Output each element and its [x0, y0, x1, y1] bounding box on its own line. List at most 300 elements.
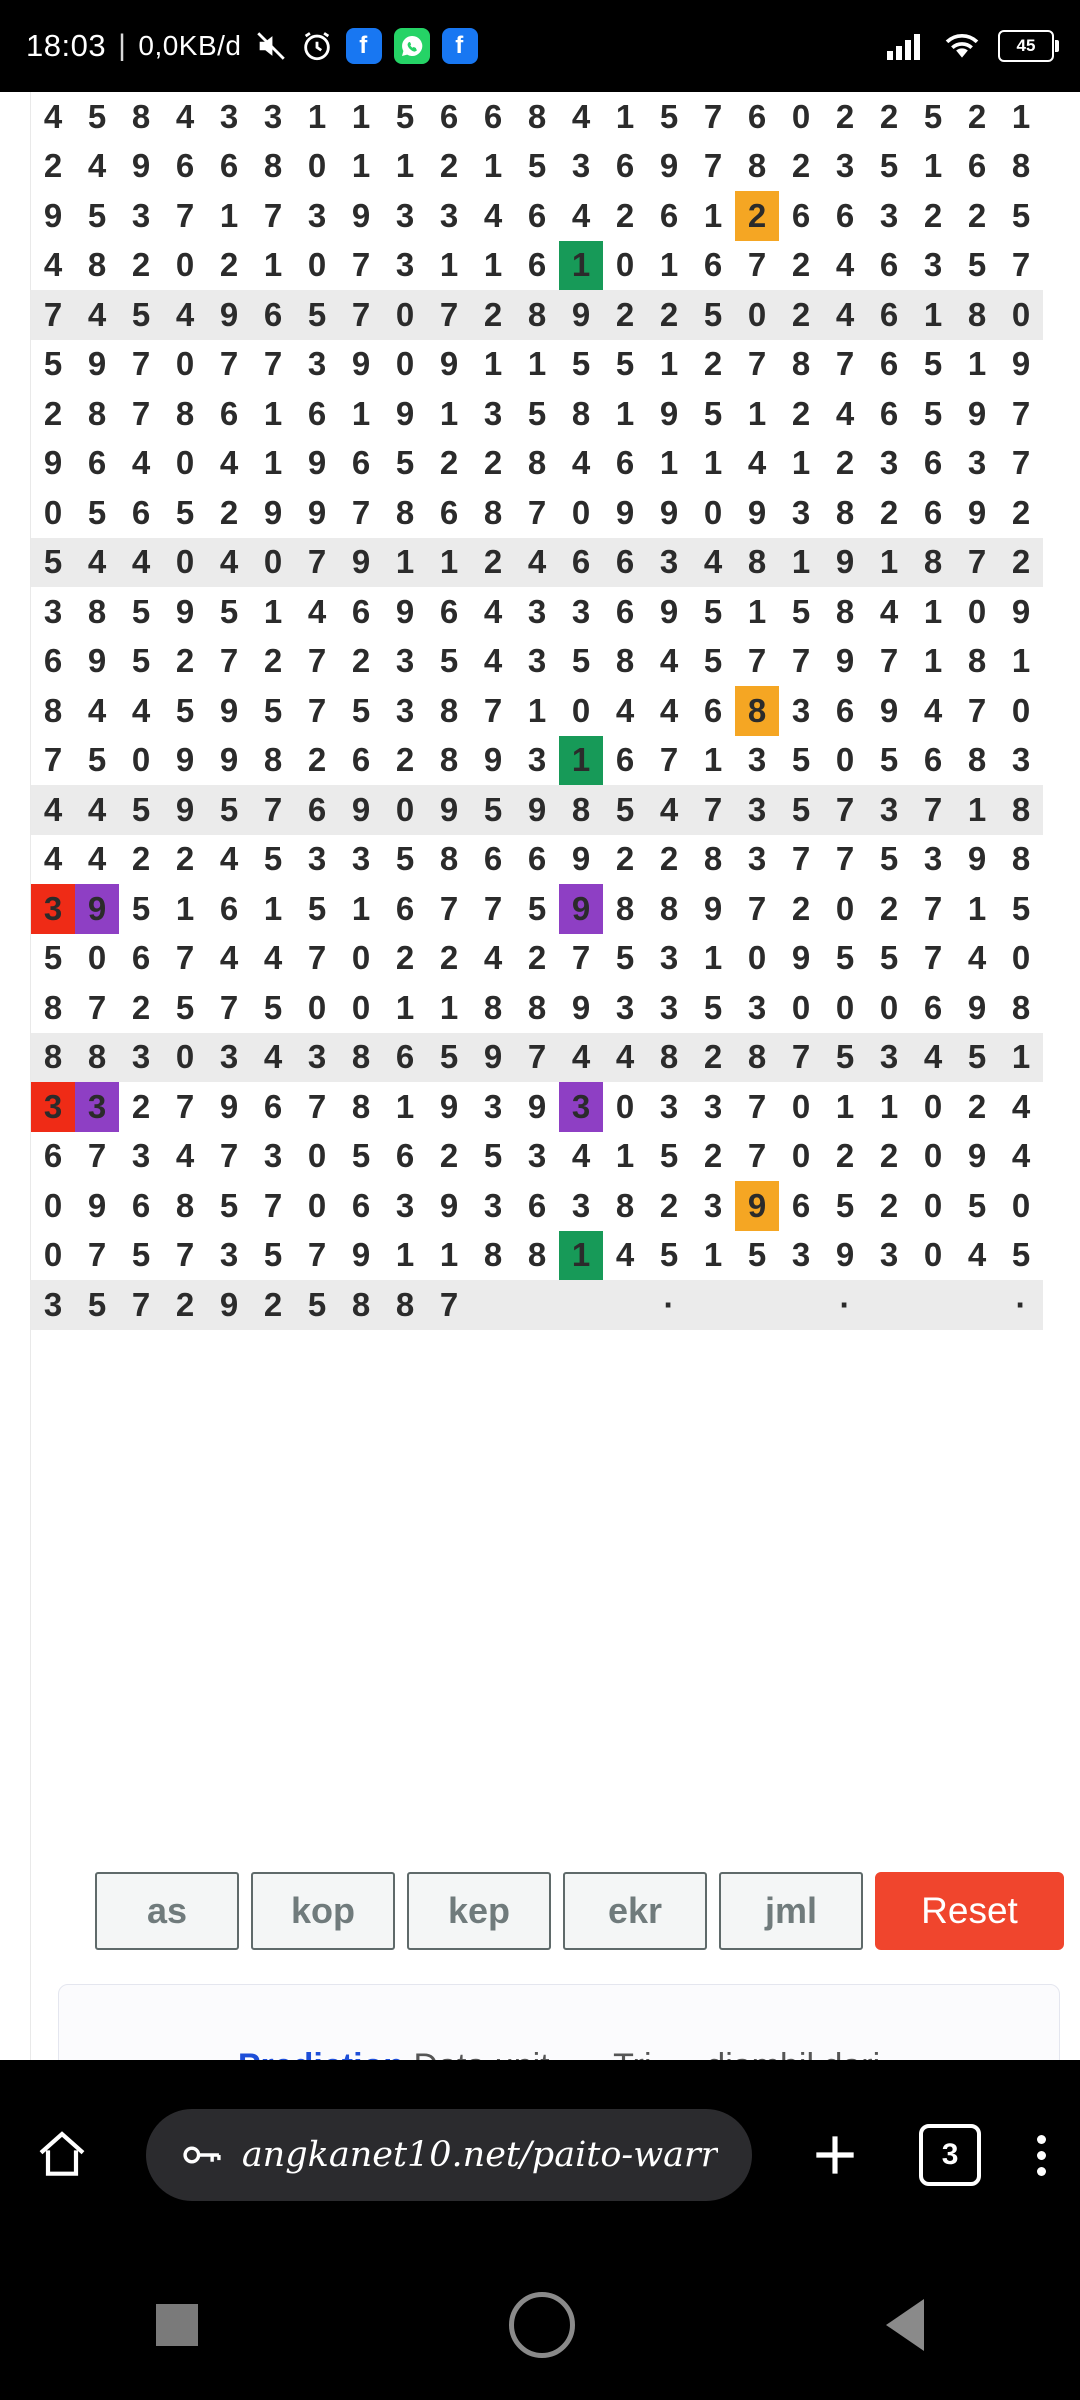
table-cell[interactable]: 5	[1011, 196, 1031, 234]
table-cell[interactable]: 6	[559, 538, 603, 588]
overflow-menu-icon[interactable]	[1037, 2135, 1046, 2176]
table-cell[interactable]: 9	[735, 1181, 779, 1231]
table-cell[interactable]	[955, 1280, 999, 1330]
table-cell[interactable]: 9	[339, 785, 383, 835]
table-cell[interactable]: 1	[923, 592, 943, 630]
table-cell[interactable]	[515, 1280, 559, 1330]
table-cell[interactable]: 4	[647, 785, 691, 835]
table-cell[interactable]: ·	[823, 1280, 867, 1330]
table-cell[interactable]: 7	[747, 345, 767, 383]
table-cell[interactable]: 7	[659, 741, 679, 779]
table-cell[interactable]: 2	[131, 246, 151, 284]
table-cell[interactable]: 7	[923, 939, 943, 977]
table-cell[interactable]: 1	[955, 785, 999, 835]
table-cell[interactable]: 3	[31, 1082, 75, 1132]
table-cell[interactable]: 2	[615, 196, 635, 234]
table-cell[interactable]: 1	[659, 444, 679, 482]
table-cell[interactable]: 2	[791, 889, 811, 927]
table-cell[interactable]: 8	[747, 147, 767, 185]
table-cell[interactable]: 7	[791, 840, 811, 878]
table-cell[interactable]: 2	[263, 642, 283, 680]
table-cell[interactable]: 9	[571, 840, 591, 878]
table-cell[interactable]: 0	[923, 1236, 943, 1274]
table-cell[interactable]: 4	[131, 444, 151, 482]
table-cell[interactable]: 9	[967, 988, 987, 1026]
table-cell[interactable]: 5	[87, 97, 107, 135]
table-cell[interactable]: 1	[703, 1236, 723, 1274]
table-cell[interactable]: 3	[879, 444, 899, 482]
table-cell[interactable]: 5	[471, 785, 515, 835]
table-cell[interactable]: 1	[527, 691, 547, 729]
table-cell[interactable]: 5	[263, 691, 283, 729]
table-cell[interactable]: 6	[615, 592, 635, 630]
table-cell[interactable]: 3	[119, 1033, 163, 1083]
table-cell[interactable]: 5	[483, 1137, 503, 1175]
table-cell[interactable]: 7	[703, 97, 723, 135]
table-cell[interactable]: 5	[703, 642, 723, 680]
table-cell[interactable]: 1	[747, 592, 767, 630]
table-cell[interactable]: 3	[615, 988, 635, 1026]
table-cell[interactable]: 2	[131, 1087, 151, 1125]
table-cell[interactable]: 9	[967, 1137, 987, 1175]
table-cell[interactable]: 0	[87, 939, 107, 977]
table-cell[interactable]: 1	[395, 1236, 415, 1274]
site-info-icon[interactable]	[180, 2138, 224, 2172]
table-cell[interactable]: 0	[43, 1236, 63, 1274]
table-cell[interactable]: 8	[659, 889, 679, 927]
table-cell[interactable]: 7	[835, 345, 855, 383]
table-cell[interactable]: 5	[791, 592, 811, 630]
table-cell[interactable]: 1	[967, 345, 987, 383]
table-cell[interactable]: 6	[351, 741, 371, 779]
table-cell[interactable]: 8	[791, 345, 811, 383]
table-cell[interactable]: 5	[295, 1280, 339, 1330]
table-cell[interactable]: 5	[1011, 1236, 1031, 1274]
table-cell[interactable]: 3	[219, 97, 239, 135]
table-cell[interactable]: 1	[923, 147, 943, 185]
back-icon[interactable]	[886, 2299, 924, 2351]
table-cell[interactable]: 1	[263, 246, 283, 284]
table-cell[interactable]: 3	[703, 1087, 723, 1125]
table-cell[interactable]: 1	[791, 444, 811, 482]
table-cell[interactable]: 0	[163, 538, 207, 588]
table-cell[interactable]: 3	[395, 196, 415, 234]
table-cell[interactable]: 6	[923, 988, 943, 1026]
table-cell[interactable]: 1	[351, 97, 371, 135]
table-cell[interactable]: 9	[879, 691, 899, 729]
table-cell[interactable]: 1	[659, 246, 679, 284]
table-cell[interactable]: 5	[31, 538, 75, 588]
table-cell[interactable]: 2	[471, 290, 515, 340]
table-cell[interactable]: 7	[31, 290, 75, 340]
table-cell[interactable]: 4	[879, 592, 899, 630]
table-cell[interactable]: 0	[307, 147, 327, 185]
table-cell[interactable]: 8	[339, 1280, 383, 1330]
table-cell[interactable]: 0	[967, 592, 987, 630]
table-cell[interactable]: 1	[527, 345, 547, 383]
table-cell[interactable]: 3	[867, 785, 911, 835]
table-cell[interactable]: 1	[483, 246, 503, 284]
table-cell[interactable]: 6	[527, 196, 547, 234]
table-cell[interactable]: 9	[483, 741, 503, 779]
table-cell[interactable]: 3	[879, 1236, 899, 1274]
table-cell[interactable]: 5	[263, 1236, 283, 1274]
table-cell[interactable]: 7	[427, 1280, 471, 1330]
table-cell[interactable]: 6	[43, 1137, 63, 1175]
table-cell[interactable]: 4	[659, 642, 679, 680]
tab-switcher-icon[interactable]: 3	[919, 2124, 981, 2186]
table-cell[interactable]: 7	[339, 290, 383, 340]
table-cell[interactable]: 1	[263, 592, 283, 630]
table-cell[interactable]: 6	[131, 493, 151, 531]
new-tab-icon[interactable]	[807, 2127, 863, 2183]
table-cell[interactable]: 8	[1011, 147, 1031, 185]
table-cell[interactable]: 4	[483, 642, 503, 680]
table-cell[interactable]: 5	[879, 147, 899, 185]
table-cell[interactable]: 4	[483, 592, 503, 630]
table-cell[interactable]: 4	[1011, 1137, 1031, 1175]
table-cell[interactable]: 6	[527, 1186, 547, 1224]
table-cell[interactable]: 6	[351, 444, 371, 482]
table-cell[interactable]: 2	[163, 1280, 207, 1330]
table-cell[interactable]: 2	[879, 889, 899, 927]
table-cell[interactable]: 3	[559, 1082, 603, 1132]
table-cell[interactable]: 5	[351, 1137, 371, 1175]
home-circle-icon[interactable]	[509, 2292, 575, 2358]
table-cell[interactable]: 7	[483, 691, 503, 729]
table-cell[interactable]: 9	[307, 493, 327, 531]
table-cell[interactable]: 6	[395, 889, 415, 927]
table-cell[interactable]: 5	[119, 785, 163, 835]
table-cell[interactable]: 9	[659, 493, 679, 531]
table-cell[interactable]: 5	[603, 785, 647, 835]
table-cell[interactable]: 8	[395, 493, 415, 531]
table-cell[interactable]: 9	[615, 493, 635, 531]
table-cell[interactable]: 5	[295, 290, 339, 340]
table-cell[interactable]: 2	[175, 642, 195, 680]
table-cell[interactable]: 8	[175, 394, 195, 432]
table-cell[interactable]: 3	[395, 642, 415, 680]
table-cell[interactable]: 7	[571, 939, 591, 977]
table-cell[interactable]: 5	[1011, 889, 1031, 927]
table-cell[interactable]: 4	[251, 1033, 295, 1083]
table-cell[interactable]: 1	[383, 538, 427, 588]
table-cell[interactable]: 2	[471, 538, 515, 588]
table-cell[interactable]: 5	[87, 741, 107, 779]
table-cell[interactable]: 0	[571, 691, 591, 729]
table-cell[interactable]: 1	[999, 1033, 1043, 1083]
table-cell[interactable]: 5	[879, 939, 899, 977]
table-cell[interactable]: 4	[307, 592, 327, 630]
table-cell[interactable]: 4	[835, 246, 855, 284]
table-cell[interactable]: 2	[835, 97, 855, 135]
table-cell[interactable]: 6	[527, 246, 547, 284]
table-cell[interactable]: 1	[559, 736, 603, 786]
table-cell[interactable]: 2	[131, 840, 151, 878]
table-cell[interactable]: 1	[483, 147, 503, 185]
table-cell[interactable]: 1	[395, 147, 415, 185]
table-cell[interactable]: 7	[263, 345, 283, 383]
table-cell[interactable]: 5	[967, 1186, 987, 1224]
table-cell[interactable]: 7	[131, 394, 151, 432]
table-cell[interactable]: 9	[659, 394, 679, 432]
table-cell[interactable]: 7	[307, 691, 327, 729]
table-cell[interactable]	[735, 1280, 779, 1330]
table-cell[interactable]: 8	[483, 988, 503, 1026]
table-cell[interactable]: 3	[395, 246, 415, 284]
table-cell[interactable]: 9	[43, 196, 63, 234]
table-cell[interactable]: 8	[263, 741, 283, 779]
table-cell[interactable]: 0	[251, 538, 295, 588]
table-cell[interactable]: 3	[791, 493, 811, 531]
table-cell[interactable]: 3	[703, 1186, 723, 1224]
table-cell[interactable]: 6	[175, 147, 195, 185]
table-cell[interactable]: 9	[1011, 345, 1031, 383]
table-cell[interactable]: 6	[791, 1186, 811, 1224]
table-cell[interactable]: 6	[307, 394, 327, 432]
table-cell[interactable]: 1	[835, 1087, 855, 1125]
table-cell[interactable]: 1	[1011, 97, 1031, 135]
table-cell[interactable]: 4	[87, 691, 107, 729]
table-cell[interactable]: 8	[515, 290, 559, 340]
table-cell[interactable]: 5	[835, 1186, 855, 1224]
table-cell[interactable]: 7	[923, 889, 943, 927]
table-cell[interactable]: 6	[87, 444, 107, 482]
table-cell[interactable]: 5	[87, 493, 107, 531]
table-cell[interactable]: 0	[43, 493, 63, 531]
table-cell[interactable]: 1	[395, 1087, 415, 1125]
table-cell[interactable]: 6	[351, 1186, 371, 1224]
table-cell[interactable]: 9	[219, 691, 239, 729]
table-cell[interactable]: 7	[131, 345, 151, 383]
table-cell[interactable]: 4	[219, 939, 239, 977]
table-cell[interactable]: 3	[131, 196, 151, 234]
table-cell[interactable]: 7	[351, 246, 371, 284]
table-cell[interactable]: 2	[395, 939, 415, 977]
table-cell[interactable]: 4	[659, 691, 679, 729]
table-cell[interactable]: 2	[879, 97, 899, 135]
table-cell[interactable]: 1	[923, 642, 943, 680]
table-cell[interactable]: 9	[527, 1087, 547, 1125]
table-cell[interactable]: 6	[483, 97, 503, 135]
table-cell[interactable]: 7	[1011, 394, 1031, 432]
table-cell[interactable]: 7	[87, 1236, 107, 1274]
table-cell[interactable]: 6	[923, 741, 943, 779]
table-cell[interactable]: 9	[427, 785, 471, 835]
table-cell[interactable]: 5	[263, 988, 283, 1026]
table-cell[interactable]: 8	[735, 538, 779, 588]
url-text[interactable]: angkanet10.net/paito-warr	[241, 2135, 718, 2175]
table-cell[interactable]: 1	[615, 1137, 635, 1175]
table-cell[interactable]: 9	[439, 1186, 459, 1224]
table-cell[interactable]: 0	[747, 939, 767, 977]
kep-button[interactable]: kep	[407, 1872, 551, 1950]
table-cell[interactable]: 1	[263, 889, 283, 927]
reset-button[interactable]: Reset	[875, 1872, 1064, 1950]
table-cell[interactable]: 8	[527, 97, 547, 135]
as-button[interactable]: as	[95, 1872, 239, 1950]
table-cell[interactable]: 1	[263, 394, 283, 432]
table-cell[interactable]: 8	[571, 394, 591, 432]
table-cell[interactable]: 7	[175, 939, 195, 977]
kop-button[interactable]: kop	[251, 1872, 395, 1950]
table-cell[interactable]: 9	[43, 444, 63, 482]
table-cell[interactable]: 3	[31, 1280, 75, 1330]
table-cell[interactable]: 1	[439, 1236, 459, 1274]
table-cell[interactable]	[471, 1280, 515, 1330]
table-cell[interactable]: 8	[835, 592, 855, 630]
table-cell[interactable]: 8	[647, 1033, 691, 1083]
table-cell[interactable]: 9	[559, 884, 603, 934]
table-cell[interactable]: 7	[835, 840, 855, 878]
table-cell[interactable]: 8	[131, 97, 151, 135]
table-cell[interactable]: 1	[351, 889, 371, 927]
table-cell[interactable]: 8	[559, 785, 603, 835]
table-cell[interactable]: 6	[351, 592, 371, 630]
table-cell[interactable]: 2	[779, 290, 823, 340]
table-cell[interactable]: 7	[483, 889, 503, 927]
table-cell[interactable]: 9	[515, 785, 559, 835]
table-cell[interactable]: 1	[703, 741, 723, 779]
table-cell[interactable]: 2	[351, 642, 371, 680]
table-cell[interactable]: 4	[43, 97, 63, 135]
table-cell[interactable]: 0	[163, 1033, 207, 1083]
table-cell[interactable]: 2	[967, 196, 987, 234]
table-cell[interactable]: 5	[263, 840, 283, 878]
table-cell[interactable]: 5	[527, 394, 547, 432]
table-cell[interactable]: 9	[395, 394, 415, 432]
table-cell[interactable]: 9	[207, 290, 251, 340]
table-cell[interactable]: 2	[735, 191, 779, 241]
table-cell[interactable]: 3	[1011, 741, 1031, 779]
table-cell[interactable]: 4	[571, 97, 591, 135]
home-icon[interactable]	[34, 2127, 90, 2183]
table-cell[interactable]: 2	[43, 394, 63, 432]
table-cell[interactable]: 9	[967, 493, 987, 531]
table-cell[interactable]: 8	[31, 1033, 75, 1083]
table-cell[interactable]: 9	[75, 884, 119, 934]
table-cell[interactable]: 3	[131, 1137, 151, 1175]
table-cell[interactable]: 8	[43, 988, 63, 1026]
table-cell[interactable]: 5	[703, 988, 723, 1026]
table-cell[interactable]: 9	[87, 1186, 107, 1224]
table-cell[interactable]: 4	[75, 290, 119, 340]
table-cell[interactable]: 8	[967, 741, 987, 779]
table-cell[interactable]: 7	[87, 1137, 107, 1175]
table-cell[interactable]: 3	[43, 592, 63, 630]
table-cell[interactable]: 3	[351, 840, 371, 878]
table-cell[interactable]: 2	[791, 246, 811, 284]
table-cell[interactable]: 5	[571, 345, 591, 383]
table-cell[interactable]: 4	[31, 785, 75, 835]
table-cell[interactable]: 3	[791, 1236, 811, 1274]
table-cell[interactable]: 9	[351, 196, 371, 234]
table-cell[interactable]: 1	[703, 444, 723, 482]
table-cell[interactable]: 3	[867, 1033, 911, 1083]
table-cell[interactable]: 2	[791, 394, 811, 432]
table-cell[interactable]: 0	[351, 939, 371, 977]
table-cell[interactable]: 9	[439, 1087, 459, 1125]
table-cell[interactable]: 7	[175, 196, 195, 234]
table-cell[interactable]: 3	[263, 1137, 283, 1175]
table-cell[interactable]: 6	[219, 147, 239, 185]
table-cell[interactable]: 5	[879, 741, 899, 779]
table-cell[interactable]: 9	[219, 1087, 239, 1125]
table-cell[interactable]: 3	[791, 691, 811, 729]
table-cell[interactable]: 0	[615, 246, 635, 284]
table-cell[interactable]: 0	[175, 345, 195, 383]
table-cell[interactable]: 0	[615, 1087, 635, 1125]
table-cell[interactable]: 9	[823, 538, 867, 588]
table-cell[interactable]: 8	[911, 538, 955, 588]
table-cell[interactable]: 1	[439, 246, 459, 284]
table-cell[interactable]: 9	[131, 147, 151, 185]
table-cell[interactable]	[603, 1280, 647, 1330]
table-cell[interactable]: 7	[219, 642, 239, 680]
table-cell[interactable]: 4	[483, 939, 503, 977]
table-cell[interactable]: 8	[439, 840, 459, 878]
table-cell[interactable]: 2	[879, 493, 899, 531]
paito-table[interactable]	[31, 92, 1043, 1330]
table-cell[interactable]: 4	[571, 444, 591, 482]
table-cell[interactable]: 5	[747, 1236, 767, 1274]
table-cell[interactable]: 9	[87, 345, 107, 383]
table-cell[interactable]: 1	[879, 1087, 899, 1125]
table-cell[interactable]: 7	[823, 785, 867, 835]
table-cell[interactable]: 5	[691, 290, 735, 340]
table-cell[interactable]: 3	[219, 1236, 239, 1274]
table-cell[interactable]: 5	[175, 691, 195, 729]
table-cell[interactable]: 3	[879, 196, 899, 234]
table-cell[interactable]: 1	[779, 538, 823, 588]
table-cell[interactable]	[691, 1280, 735, 1330]
table-cell[interactable]: 2	[483, 444, 503, 482]
table-cell[interactable]: 6	[439, 493, 459, 531]
url-bar[interactable]	[146, 2109, 752, 2201]
table-cell[interactable]: 5	[219, 1186, 239, 1224]
table-cell[interactable]: 7	[295, 538, 339, 588]
table-cell[interactable]: 5	[43, 939, 63, 977]
table-cell[interactable]: 0	[1011, 1186, 1031, 1224]
table-cell[interactable]: 2	[131, 988, 151, 1026]
table-cell[interactable]: 1	[615, 97, 635, 135]
table-cell[interactable]	[867, 1280, 911, 1330]
table-cell[interactable]: 4	[615, 1236, 635, 1274]
table-cell[interactable]: 7	[263, 1186, 283, 1224]
table-cell[interactable]: 9	[967, 394, 987, 432]
table-cell[interactable]: 6	[867, 290, 911, 340]
table-cell[interactable]: 7	[263, 196, 283, 234]
table-cell[interactable]: 5	[779, 785, 823, 835]
table-cell[interactable]: 4	[75, 538, 119, 588]
table-cell[interactable]: 4	[43, 840, 63, 878]
table-cell[interactable]: 7	[747, 1087, 767, 1125]
table-cell[interactable]: 0	[999, 290, 1043, 340]
table-cell[interactable]: 0	[923, 1186, 943, 1224]
table-cell[interactable]: 4	[483, 196, 503, 234]
table-cell[interactable]: 2	[703, 1137, 723, 1175]
table-cell[interactable]: 0	[923, 1087, 943, 1125]
table-cell[interactable]: 6	[251, 290, 295, 340]
table-cell[interactable]: 5	[615, 939, 635, 977]
table-cell[interactable]: 2	[659, 1186, 679, 1224]
table-cell[interactable]: 9	[571, 988, 591, 1026]
table-cell[interactable]: 1	[1011, 642, 1031, 680]
table-cell[interactable]: 1	[439, 394, 459, 432]
table-cell[interactable]: 1	[219, 196, 239, 234]
table-cell[interactable]: 5	[43, 345, 63, 383]
table-cell[interactable]: 6	[923, 444, 943, 482]
